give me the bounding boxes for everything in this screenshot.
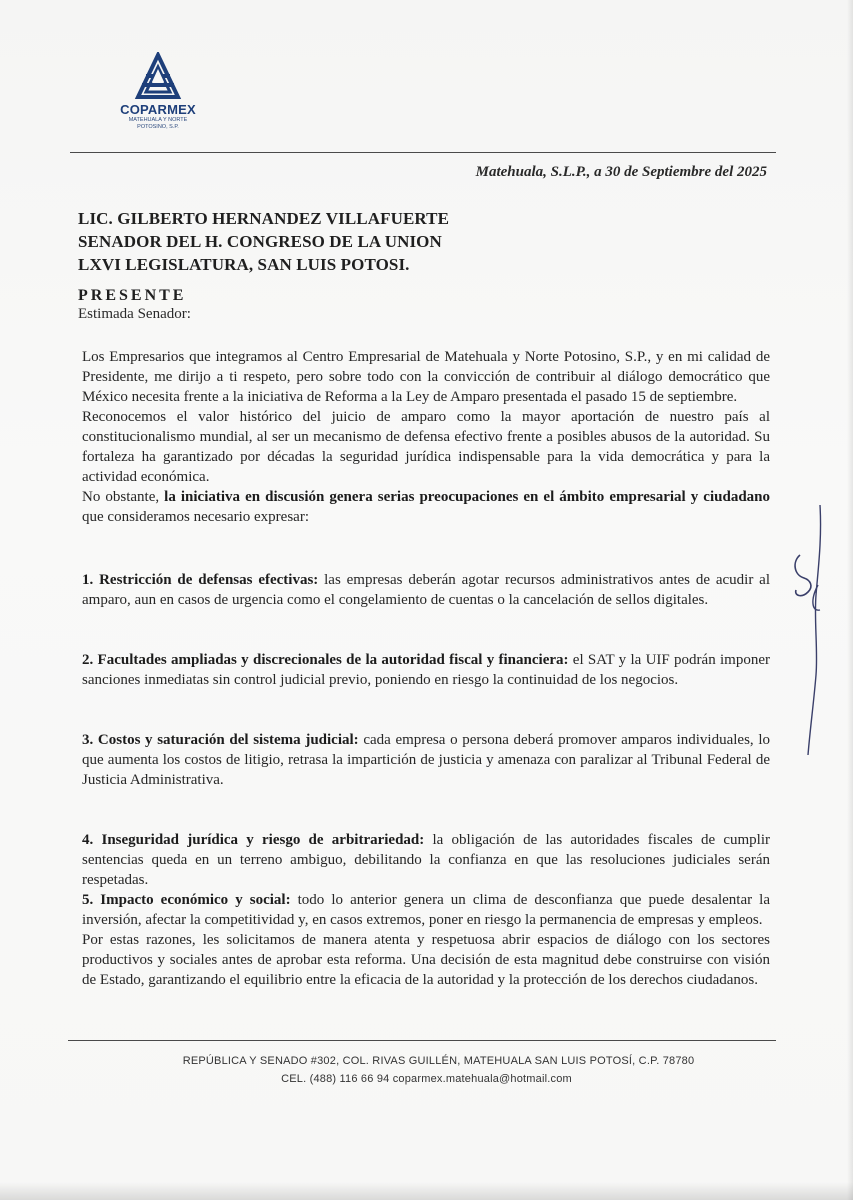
greeting: Estimada Senador:	[78, 306, 191, 322]
logo-subtitle-2: POTOSINO, S.P.	[137, 124, 179, 130]
closing-section	[82, 830, 770, 990]
signature-mark	[780, 500, 840, 760]
addressee-name: LIC. GILBERTO HERNANDEZ VILLAFUERTE	[78, 209, 450, 228]
point-5-text: todo lo anterior genera un clima de desconfianza que puede desalentar la inversión, afectar la competitividad y, en casos extremos, poner en riesgo la permanencia de empresas y empleos.	[82, 892, 770, 928]
point-1	[82, 570, 770, 610]
addressee-block	[78, 207, 449, 276]
point-4-text: la obligación de las autoridades fiscales de cumplir sentencias queda en un terreno ambiguo, debilitando la confianza en que las resoluciones judiciales serán respetadas.	[82, 832, 770, 888]
header-divider	[70, 152, 776, 153]
logo-subtitle-1: MATEHUALA Y NORTE	[128, 117, 188, 123]
point-2-text: el SAT y la UIF podrán imponer sanciones inmediatas sin control judicial previo, poniendo en riesgo la continuidad de los negocios.	[82, 652, 770, 688]
point-4	[82, 830, 770, 890]
point-1-title: 1. Restricción de defensas efectivas:	[82, 572, 319, 588]
point-5-title: 5. Impacto económico y social:	[82, 892, 291, 908]
point-2	[82, 650, 770, 690]
presente-heading: PRESENTE	[78, 287, 187, 304]
point-3-title: 3. Costos y saturación del sistema judicial:	[82, 732, 359, 748]
coparmex-logo	[108, 52, 208, 131]
page-bottom-shadow	[0, 1182, 853, 1200]
closing-paragraph: Por estas razones, les solicitamos de manera atenta y respetuosa abrir espacios de diálogo con los sectores productivos y sociales antes de aprobar esta reforma. Una decisión de esta magnitud debe construirse con visión de Estado, garantizando el equilibrio entre la eficacia de la autoridad y la protección de los derechos ciudadanos.	[82, 932, 770, 988]
intro-paragraph: Los Empresarios que integramos al Centro Empresarial de Matehuala y Norte Potosino, S.P., y en mi calidad de Presidente, me dirijo a ti respeto, pero sobre todo con la convicción de contribuir al diálogo democrático que México necesita frente a la iniciativa de Reforma a la Ley de Amparo presentada el pasado 15 de septiembre.	[82, 349, 770, 405]
point-1-text: las empresas deberán agotar recursos administrativos antes de acudir al amparo, aun en casos de urgencia como el congelamiento de cuentas o la cancelación de sellos digitales.	[82, 572, 771, 608]
point-2-title: 2. Facultades ampliadas y discrecionales de la autoridad fiscal y financiera:	[82, 652, 569, 668]
recognition-paragraph: Reconocemos el valor histórico del juicio de amparo como la mayor aportación de nuestro país al constitucionalismo mundial, al ser un mecanismo de defensa efectivo frente a posibles abusos de la autoridad. Su fortaleza ha garantizado por décadas la seguridad jurídica indispensable para la vida democrática y para la actividad económica.	[82, 409, 770, 485]
concern-emphasis: la iniciativa en discusión genera serias preocupaciones en el ámbito empresarial y ciudadano	[164, 489, 771, 505]
concern-paragraph: No obstante, la iniciativa en discusión genera serias preocupaciones en el ámbito empresarial y ciudadano que consideramos necesario expresar:	[82, 489, 771, 525]
addressee-legislature: LXVI LEGISLATURA, SAN LUIS POTOSI.	[78, 255, 410, 274]
letter-date: Matehuala, S.L.P., a 30 de Septiembre del 2025	[475, 164, 767, 180]
point-3	[82, 730, 770, 790]
coparmex-emblem-icon	[133, 52, 183, 102]
point-5	[82, 890, 770, 930]
footer-contact: CEL. (488) 116 66 94 coparmex.matehuala@hotmail.com	[281, 1073, 572, 1085]
point-3-text: cada empresa o persona deberá promover amparos individuales, lo que aumenta los costos de litigio, retrasa la impartición de justicia y amenaza con paralizar al Tribunal Federal de Justicia Administrativa.	[82, 732, 770, 788]
addressee-title: SENADOR DEL H. CONGRESO DE LA UNION	[78, 232, 442, 251]
footer-divider	[68, 1040, 776, 1041]
logo-name: COPARMEX	[120, 102, 196, 117]
page-edge-shadow	[847, 0, 853, 1200]
point-4-title: 4. Inseguridad jurídica y riesgo de arbitrariedad:	[82, 832, 425, 848]
footer-address: REPÚBLICA Y SENADO #302, COL. RIVAS GUILLÉN, MATEHUALA SAN LUIS POTOSÍ, C.P. 78780	[182, 1055, 695, 1067]
intro-section	[82, 347, 770, 527]
